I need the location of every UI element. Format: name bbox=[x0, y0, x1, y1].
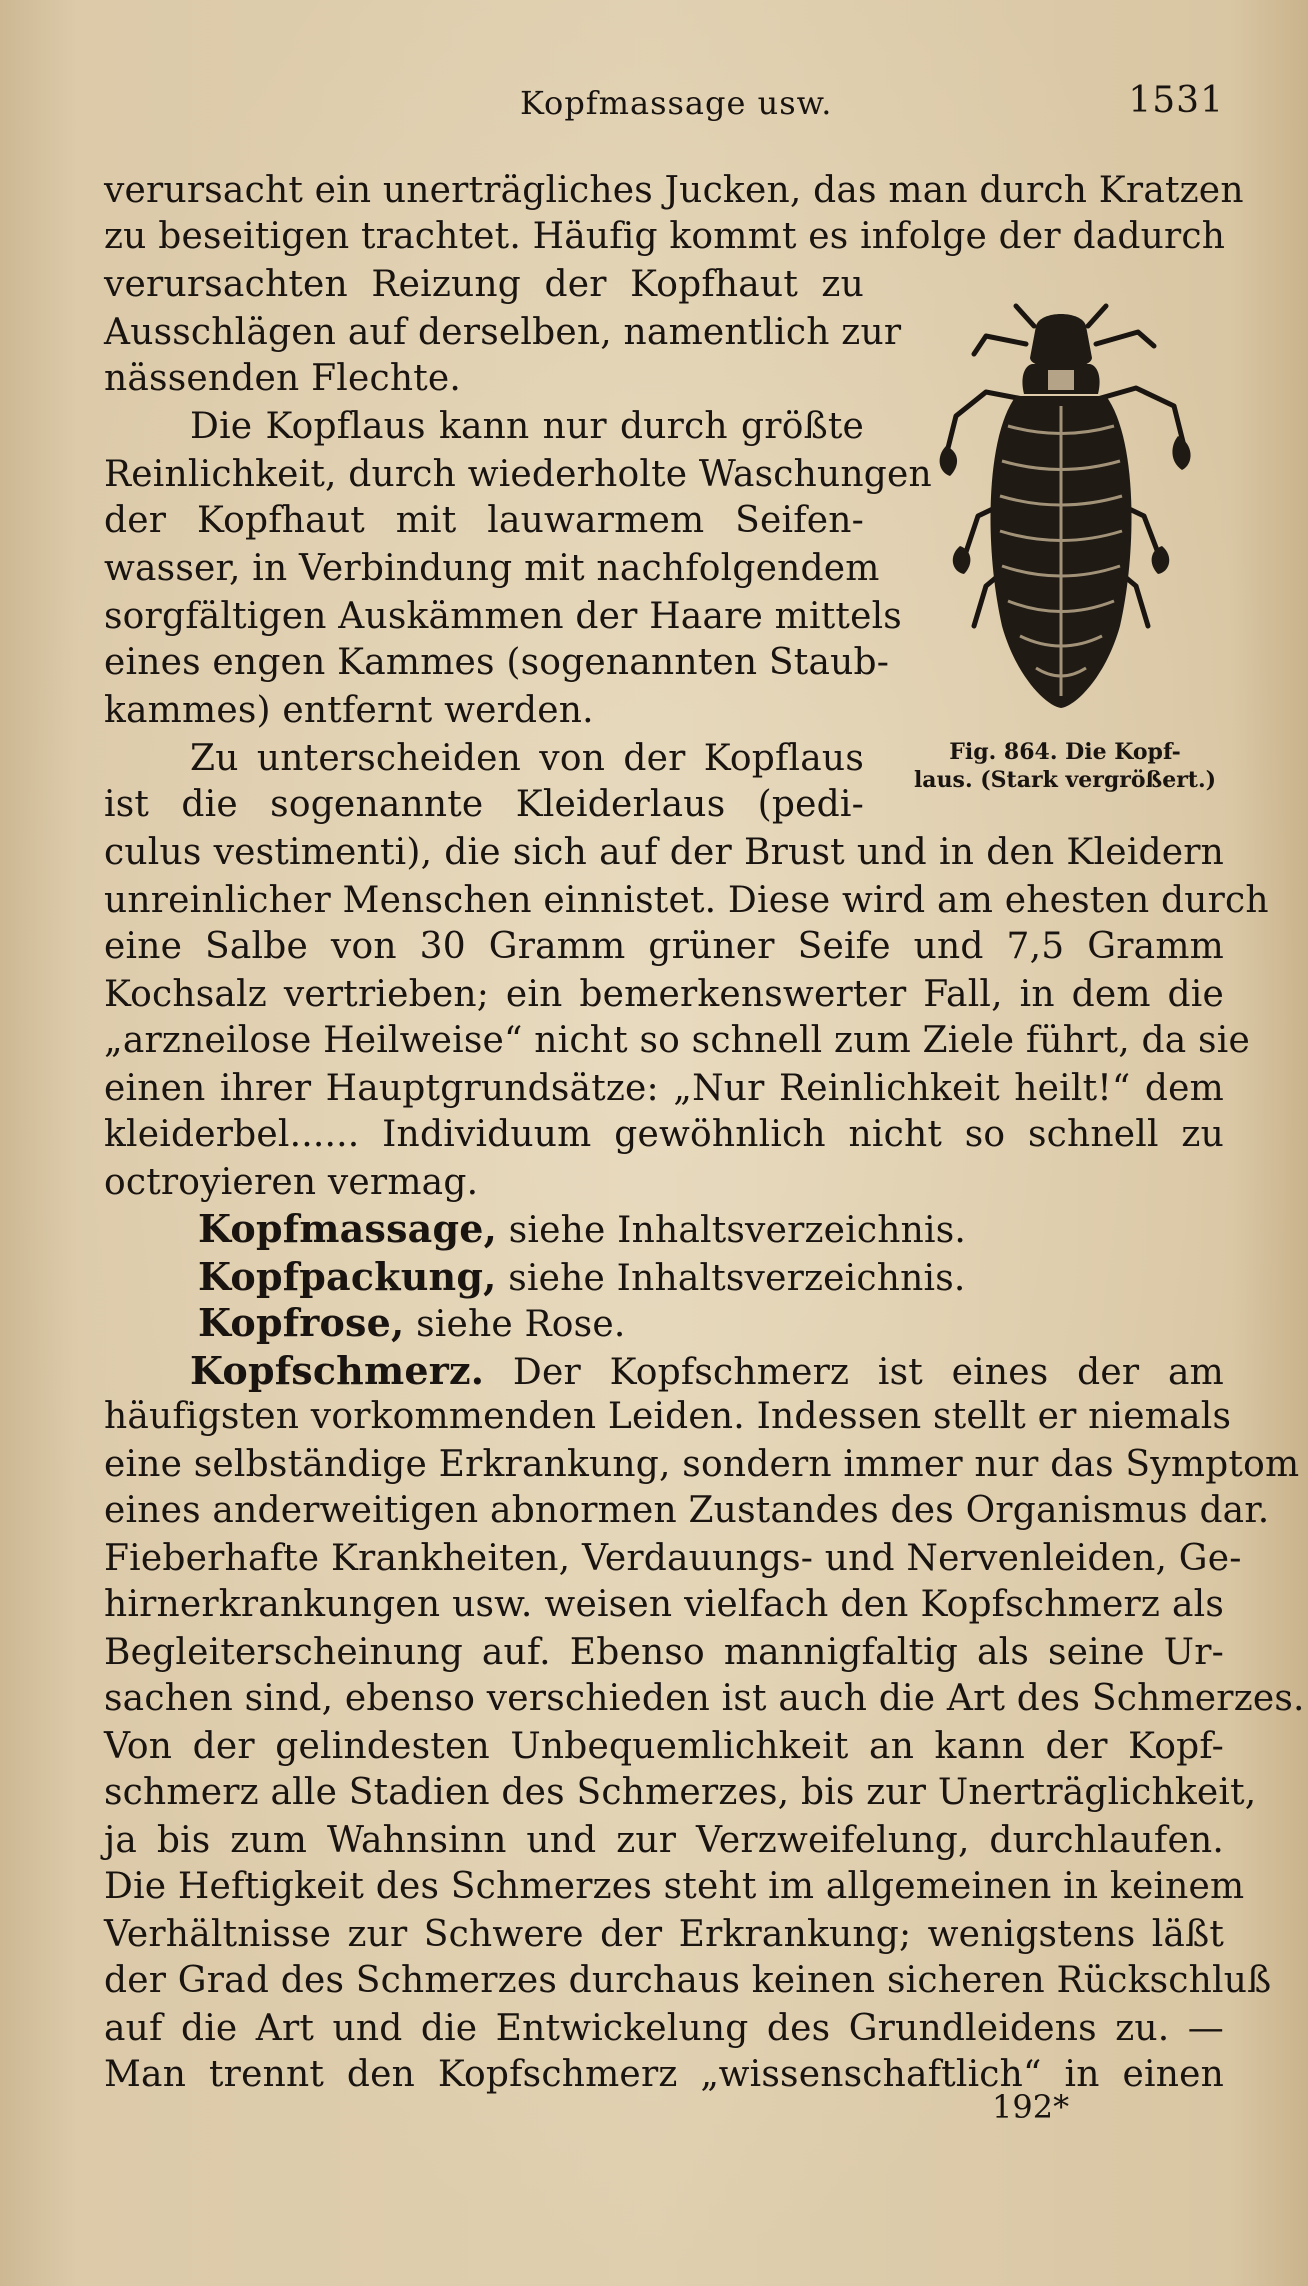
text-line: kleiderbel...... Individuum gewöhnlich nicht so schnell zu bbox=[104, 1114, 1224, 1155]
text-line: häufigsten vorkommenden Leiden. Indessen stellt er niemals bbox=[104, 1396, 1232, 1437]
text-line: Verhältnisse zur Schwere der Erkrankung; wenigstens läßt bbox=[104, 1914, 1224, 1955]
text-line: eine Salbe von 30 Gramm grüner Seife und 7,5 Gramm bbox=[104, 926, 1224, 967]
entry-kopfrose bbox=[198, 1300, 626, 1348]
text-line: nässenden Flechte. bbox=[104, 358, 462, 399]
entry-kopfmassage bbox=[198, 1206, 966, 1254]
entry-lemma: Kopfpackung, bbox=[198, 1254, 497, 1299]
text-line: culus vestimenti), die sich auf der Brust und in den Kleidern bbox=[104, 832, 1224, 873]
entry-text: siehe Inhaltsverzeichnis. bbox=[497, 1210, 967, 1251]
text-line: octroyieren vermag. bbox=[104, 1162, 479, 1203]
text-line: sachen sind, ebenso verschieden ist auch die Art des Schmerzes. bbox=[104, 1678, 1305, 1719]
text-line: Fieberhafte Krankheiten, Verdauungs- und Nervenleiden, Ge- bbox=[104, 1538, 1242, 1579]
caption-line: Fig. 864. Die Kopf- bbox=[949, 739, 1181, 765]
caption-line: laus. (Stark vergrößert.) bbox=[913, 767, 1217, 793]
running-title: Kopfmassage usw. bbox=[520, 84, 833, 122]
text-line: Von der gelindesten Unbequemlichkeit an kann der Kopf- bbox=[104, 1726, 1224, 1767]
text-line: unreinlicher Menschen einnistet. Diese wird am ehesten durch bbox=[104, 880, 1269, 921]
entry-lemma: Kopfrose, bbox=[198, 1300, 405, 1345]
text-line: kammes) entfernt werden. bbox=[104, 690, 594, 731]
text-line: verursacht ein unerträgliches Jucken, das man durch Kratzen bbox=[104, 170, 1244, 211]
text-line: der Kopfhaut mit lauwarmem Seifen- bbox=[104, 500, 864, 541]
text-line: ja bis zum Wahnsinn und zur Verzweifelung, durchlaufen. bbox=[104, 1820, 1224, 1861]
entry-kopfpackung bbox=[198, 1254, 966, 1302]
entry-lemma: Kopfschmerz. bbox=[190, 1348, 485, 1393]
text-line: schmerz alle Stadien des Schmerzes, bis zur Unerträglichkeit, bbox=[104, 1772, 1257, 1813]
text-line: „arzneilose Heilweise“ nicht so schnell zum Ziele führt, da sie bbox=[104, 1020, 1250, 1061]
entry-text: siehe Rose. bbox=[404, 1304, 626, 1345]
text-line: eines engen Kammes (sogenannten Staub- bbox=[104, 642, 890, 683]
text-line: der Grad des Schmerzes durchaus keinen sicheren Rückschluß bbox=[104, 1960, 1272, 2001]
text-line: ist die sogenannte Kleiderlaus (pedi- bbox=[104, 784, 864, 825]
text-line: sorgfältigen Auskämmen der Haare mittels bbox=[104, 596, 902, 637]
text-line: auf die Art und die Entwickelung des Grundleidens zu. — bbox=[104, 2008, 1224, 2049]
text-line: Zu unterscheiden von der Kopflaus bbox=[190, 738, 864, 779]
text-line: Die Kopflaus kann nur durch größte bbox=[190, 406, 864, 447]
text-line: Die Heftigkeit des Schmerzes steht im allgemeinen in keinem bbox=[104, 1866, 1245, 1907]
text-line: wasser, in Verbindung mit nachfolgendem bbox=[104, 548, 880, 589]
text-line: eine selbständige Erkrankung, sondern immer nur das Symptom bbox=[104, 1444, 1300, 1485]
entry-text: siehe Inhaltsverzeichnis. bbox=[496, 1258, 966, 1299]
text-line: Man trennt den Kopfschmerz „wissenschaftlich“ in einen bbox=[104, 2054, 1224, 2095]
head-louse-illustration bbox=[916, 296, 1206, 736]
figure-caption bbox=[900, 738, 1230, 794]
text-line: verursachten Reizung der Kopfhaut zu bbox=[104, 264, 864, 305]
entry-text: Der Kopfschmerz ist eines der am bbox=[484, 1352, 1224, 1393]
text-line: eines anderweitigen abnormen Zustandes des Organismus dar. bbox=[104, 1490, 1270, 1531]
entry-kopfschmerz bbox=[190, 1348, 1224, 1396]
text-line: Ausschlägen auf derselben, namentlich zur bbox=[104, 312, 902, 353]
entry-lemma: Kopfmassage, bbox=[198, 1206, 498, 1251]
text-line: zu beseitigen trachtet. Häufig kommt es infolge der dadurch bbox=[104, 216, 1226, 257]
text-line: Reinlichkeit, durch wiederholte Waschungen bbox=[104, 454, 932, 495]
text-line: hirnerkrankungen usw. weisen vielfach den Kopfschmerz als bbox=[104, 1584, 1224, 1625]
page-number: 1531 bbox=[1128, 80, 1224, 121]
text-line: Kochsalz vertrieben; ein bemerkenswerter Fall, in dem die bbox=[104, 974, 1224, 1015]
signature-mark: 192* bbox=[992, 2088, 1070, 2126]
text-line: einen ihrer Hauptgrundsätze: „Nur Reinlichkeit heilt!“ dem bbox=[104, 1068, 1224, 1109]
text-line: Begleiterscheinung auf. Ebenso mannigfaltig als seine Ur- bbox=[104, 1632, 1224, 1673]
